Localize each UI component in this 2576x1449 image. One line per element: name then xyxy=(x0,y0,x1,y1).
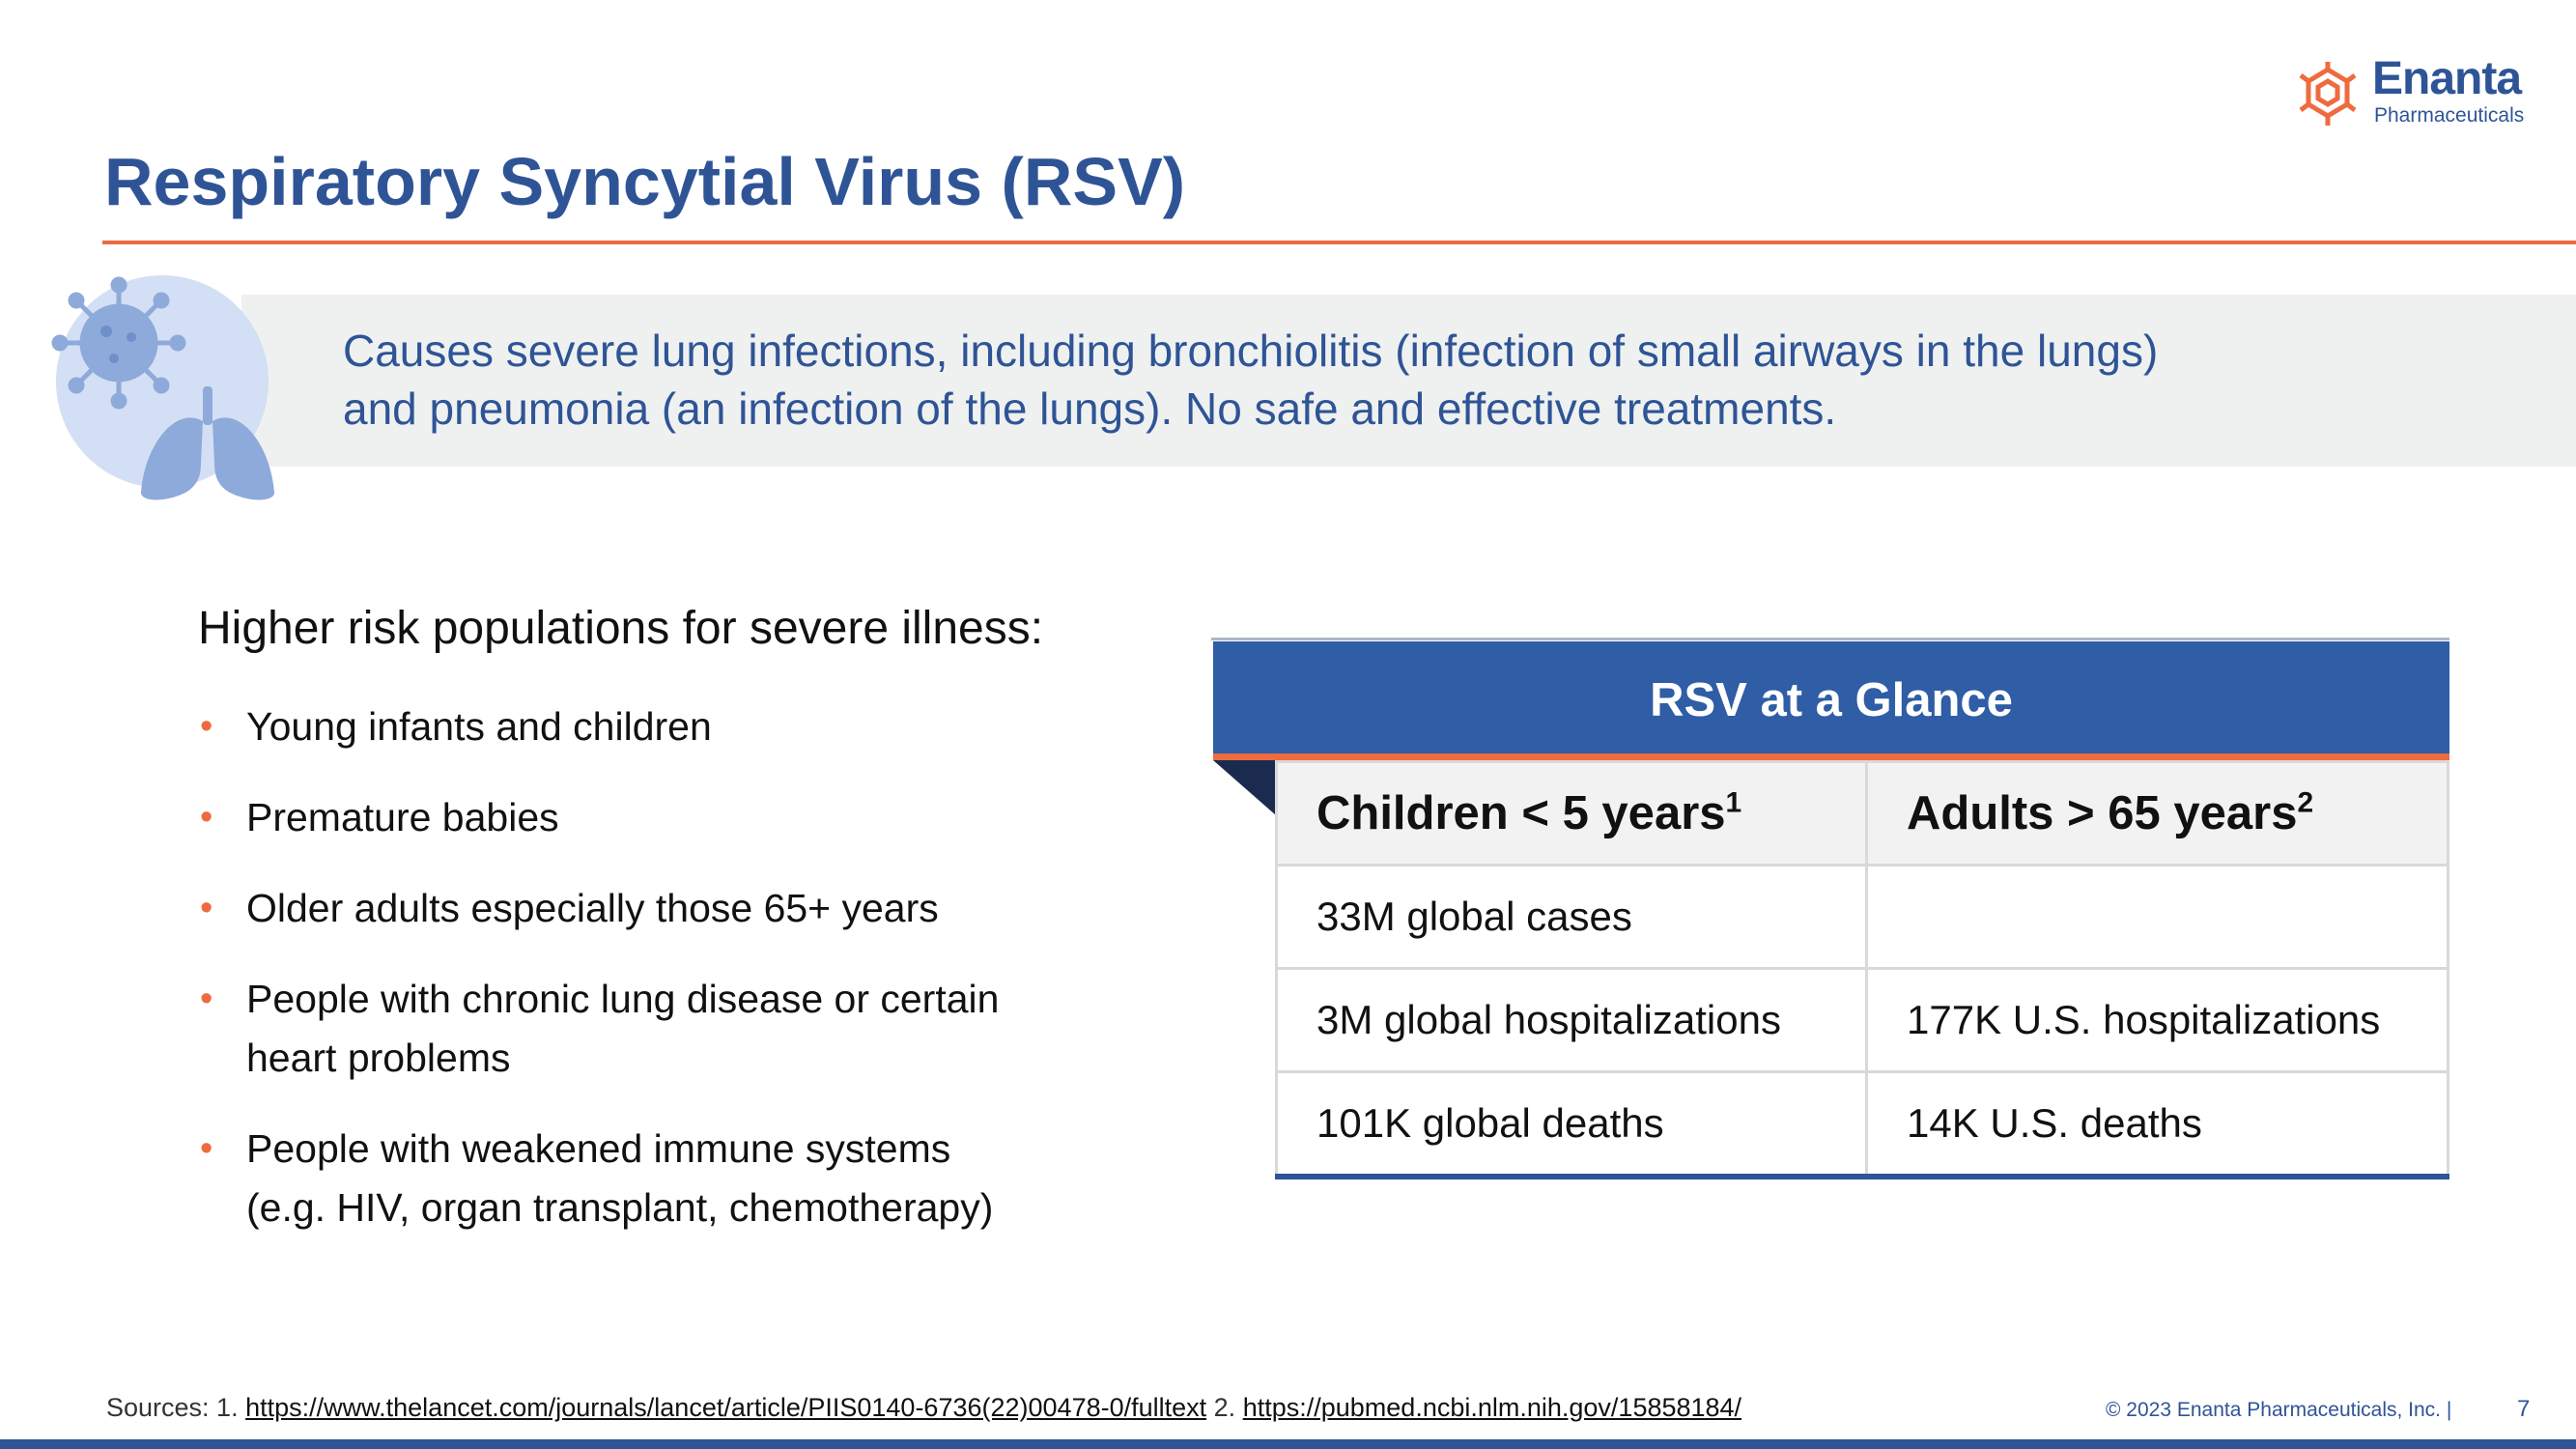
risk-heading: Higher risk populations for severe illness: xyxy=(198,603,1044,654)
logo-subtitle: Pharmaceuticals xyxy=(2374,104,2525,127)
list-item-text: Young infants and children xyxy=(246,704,712,749)
table-cell: 14K U.S. deaths xyxy=(1867,1072,2449,1178)
column-header-adults: Adults > 65 years$^2$ xyxy=(1867,762,2449,866)
table-row xyxy=(1277,866,2449,969)
list-item xyxy=(200,697,1166,756)
table-header-row xyxy=(1277,762,2449,866)
table-cell xyxy=(1867,866,2449,969)
bullet-icon: • xyxy=(200,1128,213,1169)
logo-name: Enanta xyxy=(2372,53,2522,104)
table-cell: 101K global deaths xyxy=(1277,1072,1867,1178)
list-item xyxy=(200,970,1166,1088)
source-link-1[interactable]: https://www.thelancet.com/journals/lancet/article/PIIS0140-6736(22)00478-0/fulltext xyxy=(245,1393,1207,1422)
table-cell: 3M global hospitalizations xyxy=(1277,969,1867,1072)
risk-list xyxy=(200,697,1166,1269)
source-link-2[interactable]: https://pubmed.ncbi.nlm.nih.gov/15858184/ xyxy=(1242,1393,1742,1422)
list-item-text: People with weakened immune systems xyxy=(246,1126,951,1171)
source-2-label: 2. xyxy=(1213,1393,1236,1422)
enanta-logo xyxy=(2297,53,2529,135)
list-item-text: Premature babies xyxy=(246,795,559,839)
banner-line-1: Causes severe lung infections, including bronchiolitis (infection of small airways in the lungs) xyxy=(343,326,2159,376)
list-item-text: People with chronic lung disease or certain xyxy=(246,977,1000,1021)
glance-title: RSV at a Glance xyxy=(1213,641,2449,753)
bullet-icon: • xyxy=(200,979,213,1019)
list-item-text: Older adults especially those 65+ years xyxy=(246,886,939,930)
list-item xyxy=(200,1120,1166,1237)
bullet-icon: • xyxy=(200,706,213,747)
list-item xyxy=(200,788,1166,847)
bullet-icon: • xyxy=(200,797,213,838)
table-row xyxy=(1277,1072,2449,1178)
table-row xyxy=(1277,969,2449,1072)
lungs-icon xyxy=(137,386,278,502)
sources-footnote xyxy=(106,1393,1741,1423)
page-number: 7 xyxy=(2517,1396,2531,1422)
banner-text xyxy=(343,322,2516,438)
copyright: © 2023 Enanta Pharmaceuticals, Inc. | xyxy=(2106,1399,2452,1421)
glance-accent-rule xyxy=(1213,753,2449,760)
table-cell: 33M global cases xyxy=(1277,866,1867,969)
list-item xyxy=(200,879,1166,938)
bottom-bar xyxy=(0,1439,2576,1449)
sources-label: Sources: 1. xyxy=(106,1393,239,1422)
table-cell: 177K U.S. hospitalizations xyxy=(1867,969,2449,1072)
bullet-icon: • xyxy=(200,888,213,928)
list-item-text-cont: (e.g. HIV, organ transplant, chemotherapy) xyxy=(246,1185,994,1230)
slide-title: Respiratory Syncytial Virus (RSV) xyxy=(104,144,1186,219)
list-item-text-cont: heart problems xyxy=(246,1036,511,1080)
glance-fold-corner xyxy=(1213,760,1276,815)
banner-line-2: and pneumonia (an infection of the lungs). No safe and effective treatments. xyxy=(343,384,1837,434)
molecule-logo-icon xyxy=(2297,62,2359,129)
column-header-children: Children < 5 years$^1$ xyxy=(1277,762,1867,866)
glance-table xyxy=(1275,760,2449,1179)
title-underline xyxy=(102,241,2576,244)
glance-top-rule xyxy=(1211,638,2449,640)
